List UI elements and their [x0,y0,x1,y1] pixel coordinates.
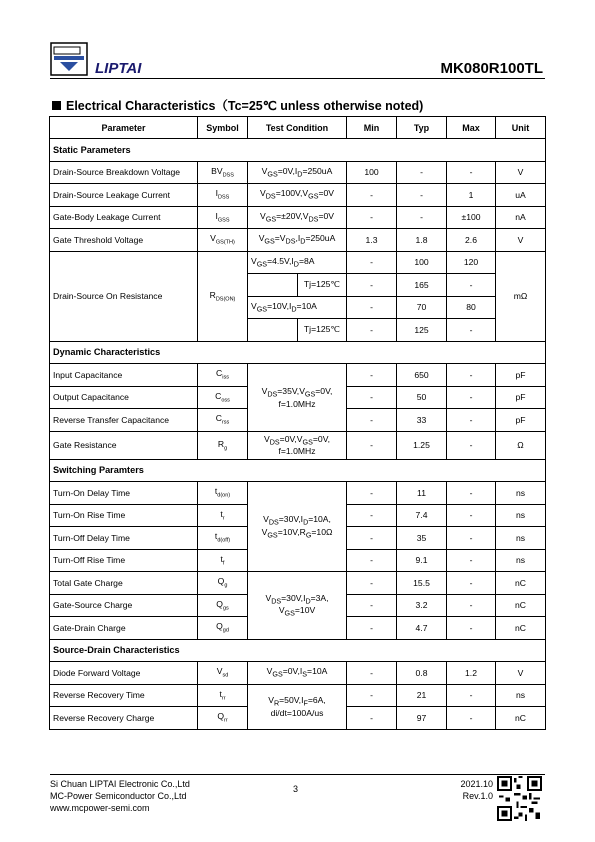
param-cell: Total Gate Charge [50,572,198,595]
unit-cell: ns [496,527,546,550]
unit-cell: nC [496,617,546,640]
min-cell: 1.3 [347,229,397,252]
max-cell: 80 [447,296,496,319]
param-cell: Drain-Source On Resistance [50,251,198,341]
website-link[interactable]: www.mcpower-semi.com [50,803,150,813]
max-cell: - [447,684,496,707]
symbol-cell: $t_r$ [198,504,248,527]
condition-cell: Tj=125℃ [298,274,347,297]
symbol-cell: $Q_g$ [198,572,248,595]
min-cell: - [347,572,397,595]
condition-cell: $V_{DS}=100V,V_{GS}=0V$ [248,184,347,207]
symbol-cell: $t_{d(off)}$ [198,527,248,550]
typ-cell: 165 [397,274,447,297]
min-cell: - [347,386,397,409]
symbol-cell: $V_{sd}$ [198,662,248,685]
condition-cell [248,274,298,297]
min-cell: - [347,296,397,319]
min-cell: - [347,527,397,550]
param-cell: Reverse Transfer Capacitance [50,409,198,432]
unit-cell: pF [496,364,546,387]
max-cell: - [447,504,496,527]
max-cell: - [447,549,496,572]
condition-cell: $V_{GS}=10V,I_D=10A$ [248,296,347,319]
min-cell: - [347,184,397,207]
date: 2021.10 [460,779,493,789]
unit-cell: ns [496,549,546,572]
symbol-cell: $t_{rr}$ [198,684,248,707]
typ-cell: 1.25 [397,431,447,459]
typ-cell: - [397,184,447,207]
table-row [50,662,546,685]
typ-cell: 97 [397,707,447,730]
param-cell: Turn-Off Rise Time [50,549,198,572]
section-row [50,341,546,364]
unit-cell: nC [496,594,546,617]
unit-cell: nC [496,707,546,730]
col-header: Test Condition [248,117,347,139]
min-cell: - [347,594,397,617]
table-row [50,364,546,387]
company-line-1: Si Chuan LIPTAI Electronic Co.,Ltd [50,779,190,789]
symbol-cell: $t_f$ [198,549,248,572]
col-header: Max [447,117,496,139]
typ-cell: 11 [397,482,447,505]
unit-cell: ns [496,504,546,527]
param-cell: Turn-On Delay Time [50,482,198,505]
typ-cell: 3.2 [397,594,447,617]
symbol-cell: $R_{DS(ON)}$ [198,251,248,341]
typ-cell: 125 [397,319,447,342]
typ-cell: - [397,206,447,229]
symbol-cell: $t_{d(on)}$ [198,482,248,505]
symbol-cell: $C_{rss}$ [198,409,248,432]
param-cell: Output Capacitance [50,386,198,409]
unit-cell: pF [496,409,546,432]
max-cell: 1.2 [447,662,496,685]
param-cell: Turn-On Rise Time [50,504,198,527]
col-header: Min [347,117,397,139]
unit-cell: nA [496,206,546,229]
param-cell: Drain-Source Leakage Current [50,184,198,207]
symbol-cell: $V_{GS(TH)}$ [198,229,248,252]
typ-cell: 4.7 [397,617,447,640]
footer-revision [453,778,493,802]
param-cell: Turn-Off Delay Time [50,527,198,550]
table-row [50,482,546,505]
section-title-text: Electrical Characteristics（Tc=25℃ unless otherwise noted) [66,99,424,113]
min-cell: - [347,684,397,707]
symbol-cell: $BV_{DSS}$ [198,161,248,184]
condition-cell: $V_{DS}=0V,V_{GS}=0V$, f=1.0MHz [248,431,347,459]
symbol-cell: $C_{iss}$ [198,364,248,387]
section-heading: Dynamic Characteristics [50,341,546,364]
unit-cell: V [496,662,546,685]
condition-cell: $V_{GS}=V_{DS},I_D=250uA$ [248,229,347,252]
min-cell: - [347,617,397,640]
min-cell: - [347,364,397,387]
typ-cell: - [397,161,447,184]
section-row [50,139,546,162]
table-row [50,229,546,252]
table-row [50,684,546,707]
company-line-2: MC-Power Semiconductor Co.,Ltd [50,791,187,801]
max-cell: - [447,161,496,184]
symbol-cell: $C_{oss}$ [198,386,248,409]
brand-name: LIPTAI [95,60,142,77]
revision: Rev.1.0 [462,791,493,801]
condition-cell: $V_{GS}=0V,I_S=10A$ [248,662,347,685]
unit-cell: ns [496,482,546,505]
typ-cell: 0.8 [397,662,447,685]
typ-cell: 650 [397,364,447,387]
param-cell: Diode Forward Voltage [50,662,198,685]
electrical-characteristics-table [49,116,546,730]
typ-cell: 35 [397,527,447,550]
max-cell: - [447,482,496,505]
max-cell: - [447,431,496,459]
condition-cell: $V_{GS}=4.5V,I_D=8A$ [248,251,347,274]
section-title [52,96,423,114]
min-cell: - [347,707,397,730]
condition-cell: $V_R=50V,I_F=6A$, di/dt=100A/us [248,684,347,729]
condition-cell: $V_{DS}=35V,V_{GS}=0V$, f=1.0MHz [248,364,347,432]
condition-cell: $V_{GS}=\pm 20V,V_{DS}=0V$ [248,206,347,229]
symbol-cell: $I_{DSS}$ [198,184,248,207]
page-number: 3 [293,784,299,794]
condition-cell: $V_{GS}=0V,I_D=250uA$ [248,161,347,184]
section-row [50,639,546,662]
col-header: Parameter [50,117,198,139]
unit-cell: uA [496,184,546,207]
max-cell: - [447,572,496,595]
typ-cell: 33 [397,409,447,432]
max-cell: - [447,409,496,432]
param-cell: Gate Threshold Voltage [50,229,198,252]
typ-cell: 50 [397,386,447,409]
section-row [50,459,546,482]
bullet-square-icon [52,101,61,110]
part-number: MK080R100TL [440,60,543,77]
max-cell: 1 [447,184,496,207]
section-heading: Static Parameters [50,139,546,162]
param-cell: Gate-Source Charge [50,594,198,617]
section-heading: Switching Paramters [50,459,546,482]
min-cell: - [347,206,397,229]
max-cell: 120 [447,251,496,274]
typ-cell: 21 [397,684,447,707]
footer-divider [50,774,545,775]
table-row [50,251,546,274]
condition-cell: $V_{DS}=30V,I_D=3A$, $V_{GS}=10V$ [248,572,347,640]
min-cell: - [347,409,397,432]
param-cell: Reverse Recovery Time [50,684,198,707]
typ-cell: 9.1 [397,549,447,572]
max-cell: - [447,274,496,297]
symbol-cell: $Q_{gs}$ [198,594,248,617]
footer-company [50,778,190,814]
typ-cell: 1.8 [397,229,447,252]
param-cell: Gate-Drain Charge [50,617,198,640]
max-cell: - [447,527,496,550]
typ-cell: 100 [397,251,447,274]
symbol-cell: $R_g$ [198,431,248,459]
min-cell: - [347,431,397,459]
typ-cell: 70 [397,296,447,319]
param-cell: Gate-Body Leakage Current [50,206,198,229]
min-cell: - [347,549,397,572]
min-cell: - [347,274,397,297]
min-cell: - [347,504,397,527]
param-cell: Input Capacitance [50,364,198,387]
typ-cell: 7.4 [397,504,447,527]
liptai-logo [50,42,88,76]
table-row [50,572,546,595]
condition-cell [248,319,298,342]
condition-cell: Tj=125℃ [298,319,347,342]
table-row [50,184,546,207]
unit-cell: pF [496,386,546,409]
symbol-cell: $Q_{gd}$ [198,617,248,640]
col-header: Typ [397,117,447,139]
typ-cell: 15.5 [397,572,447,595]
max-cell: - [447,617,496,640]
min-cell: - [347,251,397,274]
param-cell: Gate Resistance [50,431,198,459]
max-cell: - [447,386,496,409]
unit-cell: ns [496,684,546,707]
unit-cell: nC [496,572,546,595]
table-row [50,431,546,459]
min-cell: - [347,319,397,342]
max-cell: 2.6 [447,229,496,252]
unit-cell: mΩ [496,251,546,341]
max-cell: - [447,319,496,342]
param-cell: Reverse Recovery Charge [50,707,198,730]
max-cell: - [447,364,496,387]
max-cell: - [447,594,496,617]
unit-cell: Ω [496,431,546,459]
header-divider [50,78,545,79]
section-heading: Source-Drain Characteristics [50,639,546,662]
condition-cell: $V_{DS}=30V,I_D=10A$, $V_{GS}=10V,R_G=10\Omega$ [248,482,347,572]
min-cell: 100 [347,161,397,184]
unit-cell: V [496,229,546,252]
max-cell: - [447,707,496,730]
table-header-row [50,117,546,139]
symbol-cell: $Q_{rr}$ [198,707,248,730]
min-cell: - [347,482,397,505]
col-header: Symbol [198,117,248,139]
max-cell: ±100 [447,206,496,229]
min-cell: - [347,662,397,685]
qr-code-icon [497,776,542,821]
unit-cell: V [496,161,546,184]
table-row [50,161,546,184]
symbol-cell: $I_{GSS}$ [198,206,248,229]
col-header: Unit [496,117,546,139]
table-row [50,206,546,229]
param-cell: Drain-Source Breakdown Voltage [50,161,198,184]
